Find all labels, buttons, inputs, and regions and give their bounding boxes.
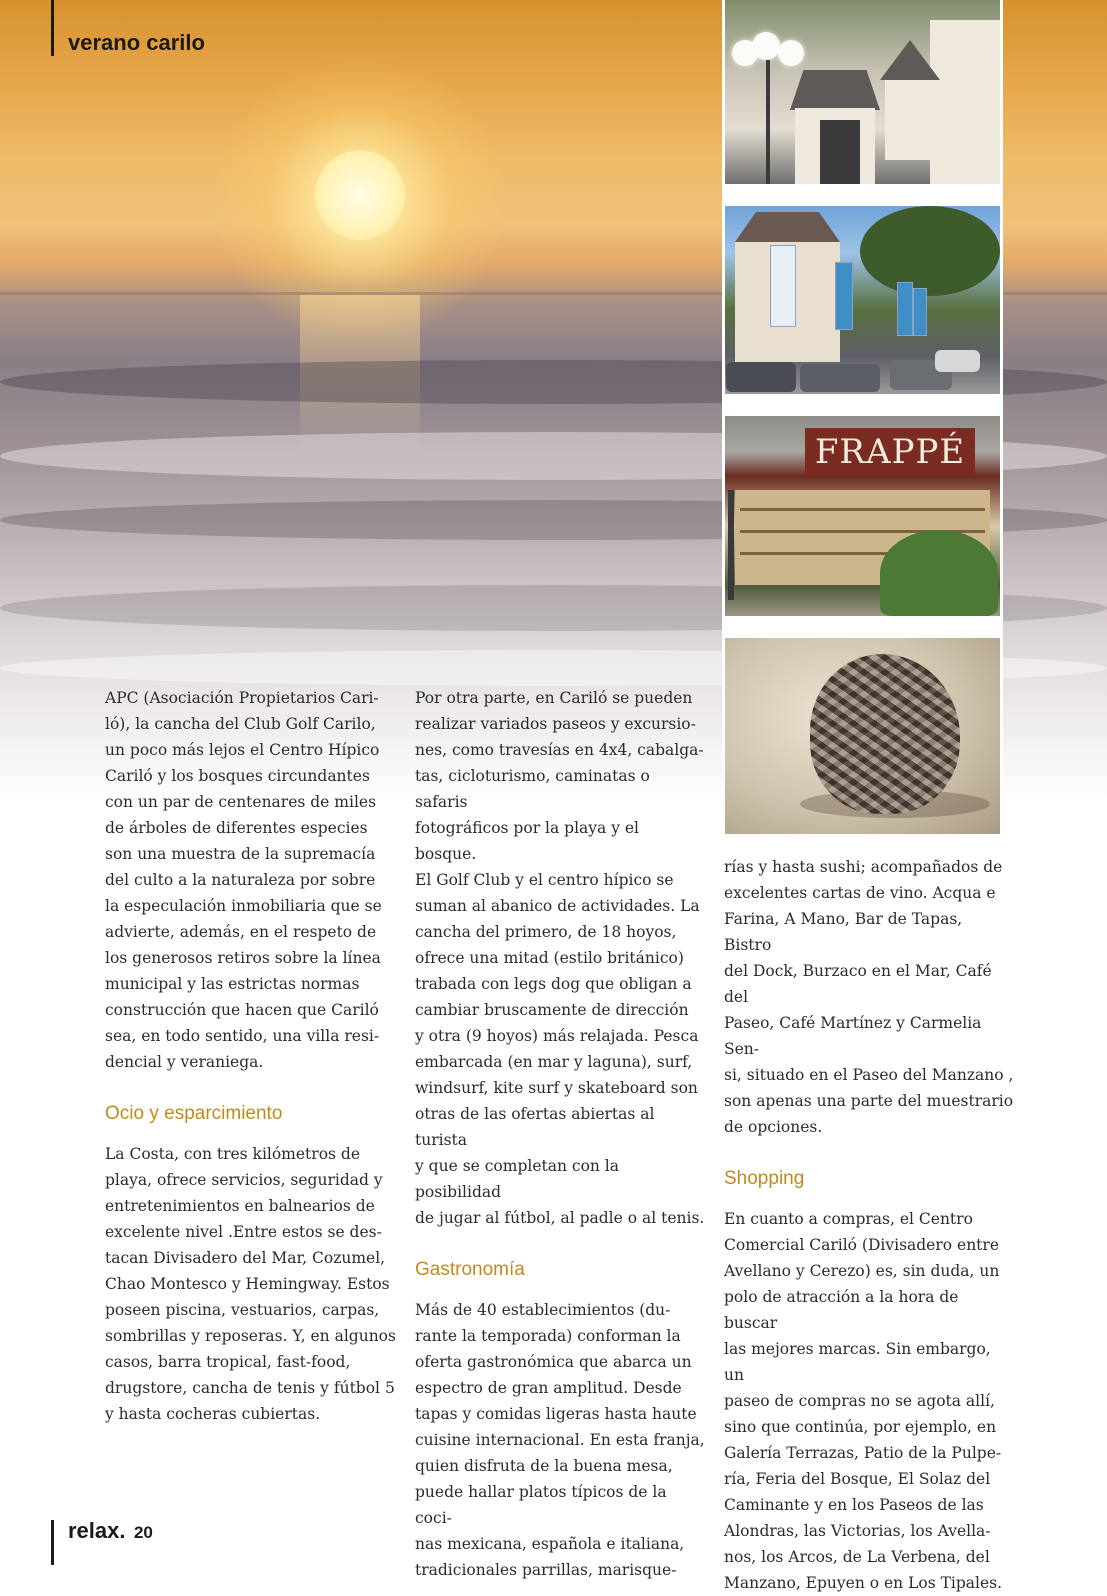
street-banner [913,288,927,336]
heading-shopping: Shopping [724,1168,805,1189]
street-lamp-globe [778,40,804,66]
footer-edge-line [51,1520,54,1565]
text-column-3 [724,854,1014,1596]
page-footer [68,1518,153,1544]
gastronomia-paragraph: Más de 40 establecimientos (du- rante la temporada) conforman la oferta gastronómica que abarca un espectro de gran amplitud. Desde tapas y comidas ligeras hasta haute cuisine internacional. En esta franja, quien disfruta de la buena mesa, puede hallar platos típicos de la coci- nas mexicana, española e italiana, tradicionales parrillas, marisque- [415,1301,705,1579]
parked-car [726,362,796,392]
plant [880,530,998,616]
street-banner [835,262,853,330]
pinecone [810,654,960,814]
shelf [740,508,985,511]
shop-doorway [820,120,860,184]
house-wall [885,80,935,160]
shopping-paragraph: En cuanto a compras, el Centro Comercial Cariló (Divisadero entre Avellano y Cerezo) es, sin duda, un polo de atracción a la hora de buscar las mejores marcas. Sin embargo, un paseo de compras no se agota allí, sino que continúa, por ejemplo, en Galería Terrazas, Patio de la Pulpe- ría, Feria del Bosque, El Solaz del Caminante y en los Paseos de las Alondras, las Victorias, los Avella- nos, los Arcos, de La Verbena, del Manzano, Epuyen o en Los Tipales. [724,1210,1003,1592]
restaurants-paragraph: rías y hasta sushi; acompañados de excelentes cartas de vino. Acqua e Farina, A Mano, Bar de Tapas, Bistro del Dock, Burzaco en el Mar, Café del Paseo, Café Martínez y Carmelia Sen- si, situado en el Paseo del Manzano , son apenas una parte del muestrario de opciones. [724,858,1014,1136]
heading-ocio: Ocio y esparcimiento [105,1103,283,1124]
heading-gastronomia: Gastronomía [415,1259,525,1280]
intro-paragraph: APC (Asociación Propietarios Cari- ló), la cancha del Club Golf Carilo, un poco más lejos el Centro Hípico Cariló y los bosques circundantes con un par de centenares de miles de árboles de diferentes especies son una muestra de la supremacía del culto a la naturaleza por sobre la especulación inmobiliaria que se advierte, además, en el respeto de los generosos retiros sobre la línea municipal y las estrictas normas construcción que hacen que Cariló sea, en todo sentido, una villa resi- dencial y veraniega. [105,689,382,1071]
text-column-2 [415,685,705,1583]
pine-tree [860,206,1000,296]
section-label: verano carilo [68,30,205,55]
house-wall [930,20,1000,184]
lamp-post [766,60,770,184]
text-column-1 [105,685,405,1427]
store-sign [805,428,975,476]
header-edge-line [51,0,54,56]
street-banner [770,245,796,327]
excursions-paragraph: Por otra parte, en Cariló se pueden realizar variados paseos y excursio- nes, como travesías en 4x4, cabalga- tas, cicloturismo, caminatas o safaris fotográficos por la playa y el bosque. El Golf Club y el centro hípico se suman al abanico de actividades. La cancha del primero, de 18 hoyos, ofrece una mitad (estilo británico) trabada con legs dog que obligan a cambiar bruscamente de dirección y otra (9 hoyos) más relajada. Pesca embarcada (en mar y laguna), surf, windsurf, kite surf y skateboard son otras de las ofertas abiertas al turista y que se completan con la posibilidad de jugar al fútbol, al padle o al tenis. [415,689,705,1227]
ocio-paragraph: La Costa, con tres kilómetros de playa, ofrece servicios, seguridad y entretenimientos en balnearios de excelente nivel .Entre estos se des- tacan Divisadero del Mar, Cozumel, Chao Montesco y Hemingway. Estos poseen piscina, vestuarios, carpas, sombrillas y reposeras. Y, en algunos casos, barra tropical, fast-food, drugstore, cancha de tenis y fútbol 5 y hasta cocheras cubiertas. [105,1145,396,1423]
magazine-brand: relax. [68,1518,126,1543]
street-lamp-globe [752,32,780,60]
sun [315,150,405,240]
door-frame [728,490,734,600]
parked-car [935,350,980,372]
house-roof [790,70,880,110]
store-sign-text: FRAPPÉ [814,432,966,472]
street-banner [897,282,913,336]
parked-car [800,364,880,392]
page-number: 20 [133,1523,153,1542]
